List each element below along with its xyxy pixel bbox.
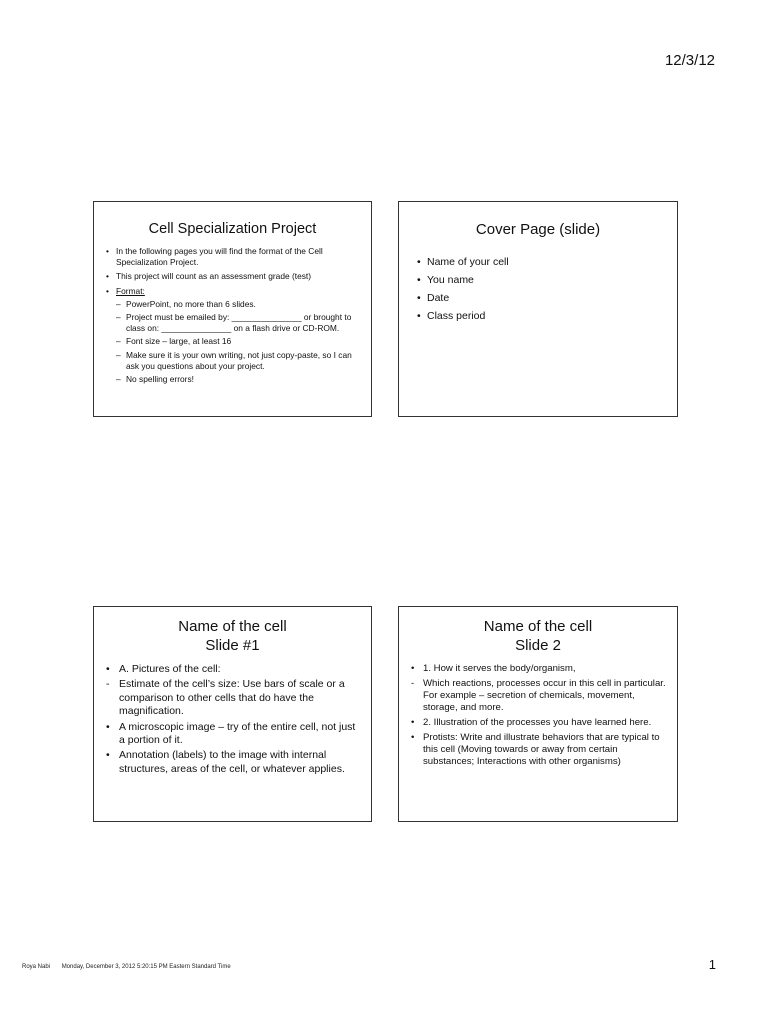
- dash-marker: -: [106, 678, 110, 691]
- sub-list-item: [116, 374, 361, 385]
- list-item-text: 2. Illustration of the processes you have learned here.: [423, 717, 652, 728]
- slide-name-of-cell-1: [93, 606, 372, 822]
- sub-list: [116, 299, 361, 385]
- list-item-text: Annotation (labels) to the image with internal structures, areas of the cell, or whatever applies.: [119, 749, 345, 775]
- bullet-marker: •: [106, 720, 110, 733]
- list-item: [106, 678, 361, 718]
- slide-subtitle: Slide #1: [205, 637, 260, 654]
- list-item: [417, 255, 667, 269]
- sub-list-item-text: Project must be emailed by: _______________ or brought to class on: _______________ on a flash drive or CD-ROM.: [126, 312, 352, 334]
- bullet-marker: •: [106, 663, 110, 675]
- list-item: [417, 273, 667, 287]
- footer-timestamp: Monday, December 3, 2012 5:20:15 PM Eastern Standard Time: [61, 964, 231, 970]
- slide-bullet-list: [411, 663, 667, 768]
- sub-list-item: [116, 299, 361, 310]
- slide-subtitle: Slide 2: [515, 637, 561, 654]
- page-footer: [22, 964, 241, 970]
- list-item: [106, 286, 361, 386]
- bullet-marker: •: [417, 292, 421, 304]
- list-item: [417, 291, 667, 305]
- list-item: [106, 271, 361, 282]
- list-item-text: A microscopic image – try of the entire cell, not just a portion of it.: [119, 720, 356, 747]
- slide-title: Cover Page (slide): [475, 221, 601, 238]
- list-item: [411, 732, 667, 768]
- bullet-marker: •: [417, 256, 421, 268]
- bullet-marker: •: [411, 663, 415, 674]
- list-item-text: Format:: [116, 285, 145, 296]
- print-date: 12/3/12: [664, 52, 715, 69]
- list-item: [106, 246, 361, 268]
- footer-author: Roya Nabi: [22, 964, 51, 970]
- slide-bullet-list: [106, 246, 361, 385]
- list-item-text: Which reactions, processes occur in this cell in particular. For example – secretion of chemicals, movement, storage, and more.: [423, 678, 666, 713]
- list-item: [106, 749, 361, 776]
- list-item-text: Name of your cell: [427, 256, 509, 268]
- sub-list-item-text: Make sure it is your own writing, not just copy-paste, so I can ask you questions about your project.: [126, 349, 352, 371]
- sub-list-item: [116, 350, 361, 372]
- list-item-text: Estimate of the cell’s size: Use bars of scale or a comparison to other cells that do have the magnification.: [119, 678, 345, 718]
- list-item-text: This project will count as an assessment grade (test): [116, 271, 312, 282]
- bullet-marker: •: [106, 749, 110, 762]
- bullet-marker: •: [411, 732, 415, 743]
- slide-name-of-cell-2: [398, 606, 678, 822]
- dash-marker: –: [116, 312, 121, 323]
- dash-marker: –: [116, 349, 121, 360]
- dash-marker: -: [411, 678, 415, 689]
- dash-marker: –: [116, 336, 121, 347]
- slide-bullet-list: [106, 663, 361, 776]
- sub-list-item-text: No spelling errors!: [126, 374, 194, 385]
- slide-title: Name of the cell: [178, 618, 287, 635]
- list-item-text: A. Pictures of the cell:: [119, 663, 221, 675]
- list-item: [411, 717, 667, 729]
- list-item: [106, 721, 361, 748]
- slide-title: Name of the cell: [483, 618, 593, 635]
- list-item-text: Class period: [427, 310, 486, 322]
- list-item-text: In the following pages you will find the format of the Cell Specialization Project.: [116, 246, 323, 268]
- slide-bullet-list: [417, 255, 667, 323]
- list-item: [417, 309, 667, 323]
- page-number: 1: [708, 957, 716, 972]
- dash-marker: –: [116, 374, 121, 385]
- bullet-marker: •: [106, 246, 109, 256]
- list-item: [411, 663, 667, 675]
- sub-list-item: [116, 336, 361, 347]
- list-item: [106, 663, 361, 676]
- list-item-text: Protists: Write and illustrate behaviors that are typical to this cell (Moving towards or away from certain substances; Interactions with other organisms): [423, 732, 660, 767]
- slide-cell-specialization-project: [93, 201, 372, 417]
- bullet-marker: •: [417, 274, 421, 286]
- sub-list-item: [116, 312, 361, 334]
- list-item-text: You name: [427, 274, 474, 286]
- sub-list-item-text: PowerPoint, no more than 6 slides.: [126, 298, 256, 309]
- list-item-text: 1. How it serves the body/organism,: [423, 663, 576, 674]
- sub-list-item-text: Font size – large, at least 16: [126, 336, 232, 347]
- slide-cover-page: [398, 201, 678, 417]
- bullet-marker: •: [417, 310, 421, 322]
- bullet-marker: •: [106, 271, 109, 282]
- bullet-marker: •: [106, 285, 109, 296]
- list-item-text: Date: [427, 292, 450, 304]
- dash-marker: –: [116, 298, 121, 309]
- list-item: [411, 678, 667, 714]
- slide-title: Cell Specialization Project: [148, 221, 317, 237]
- bullet-marker: •: [411, 717, 415, 728]
